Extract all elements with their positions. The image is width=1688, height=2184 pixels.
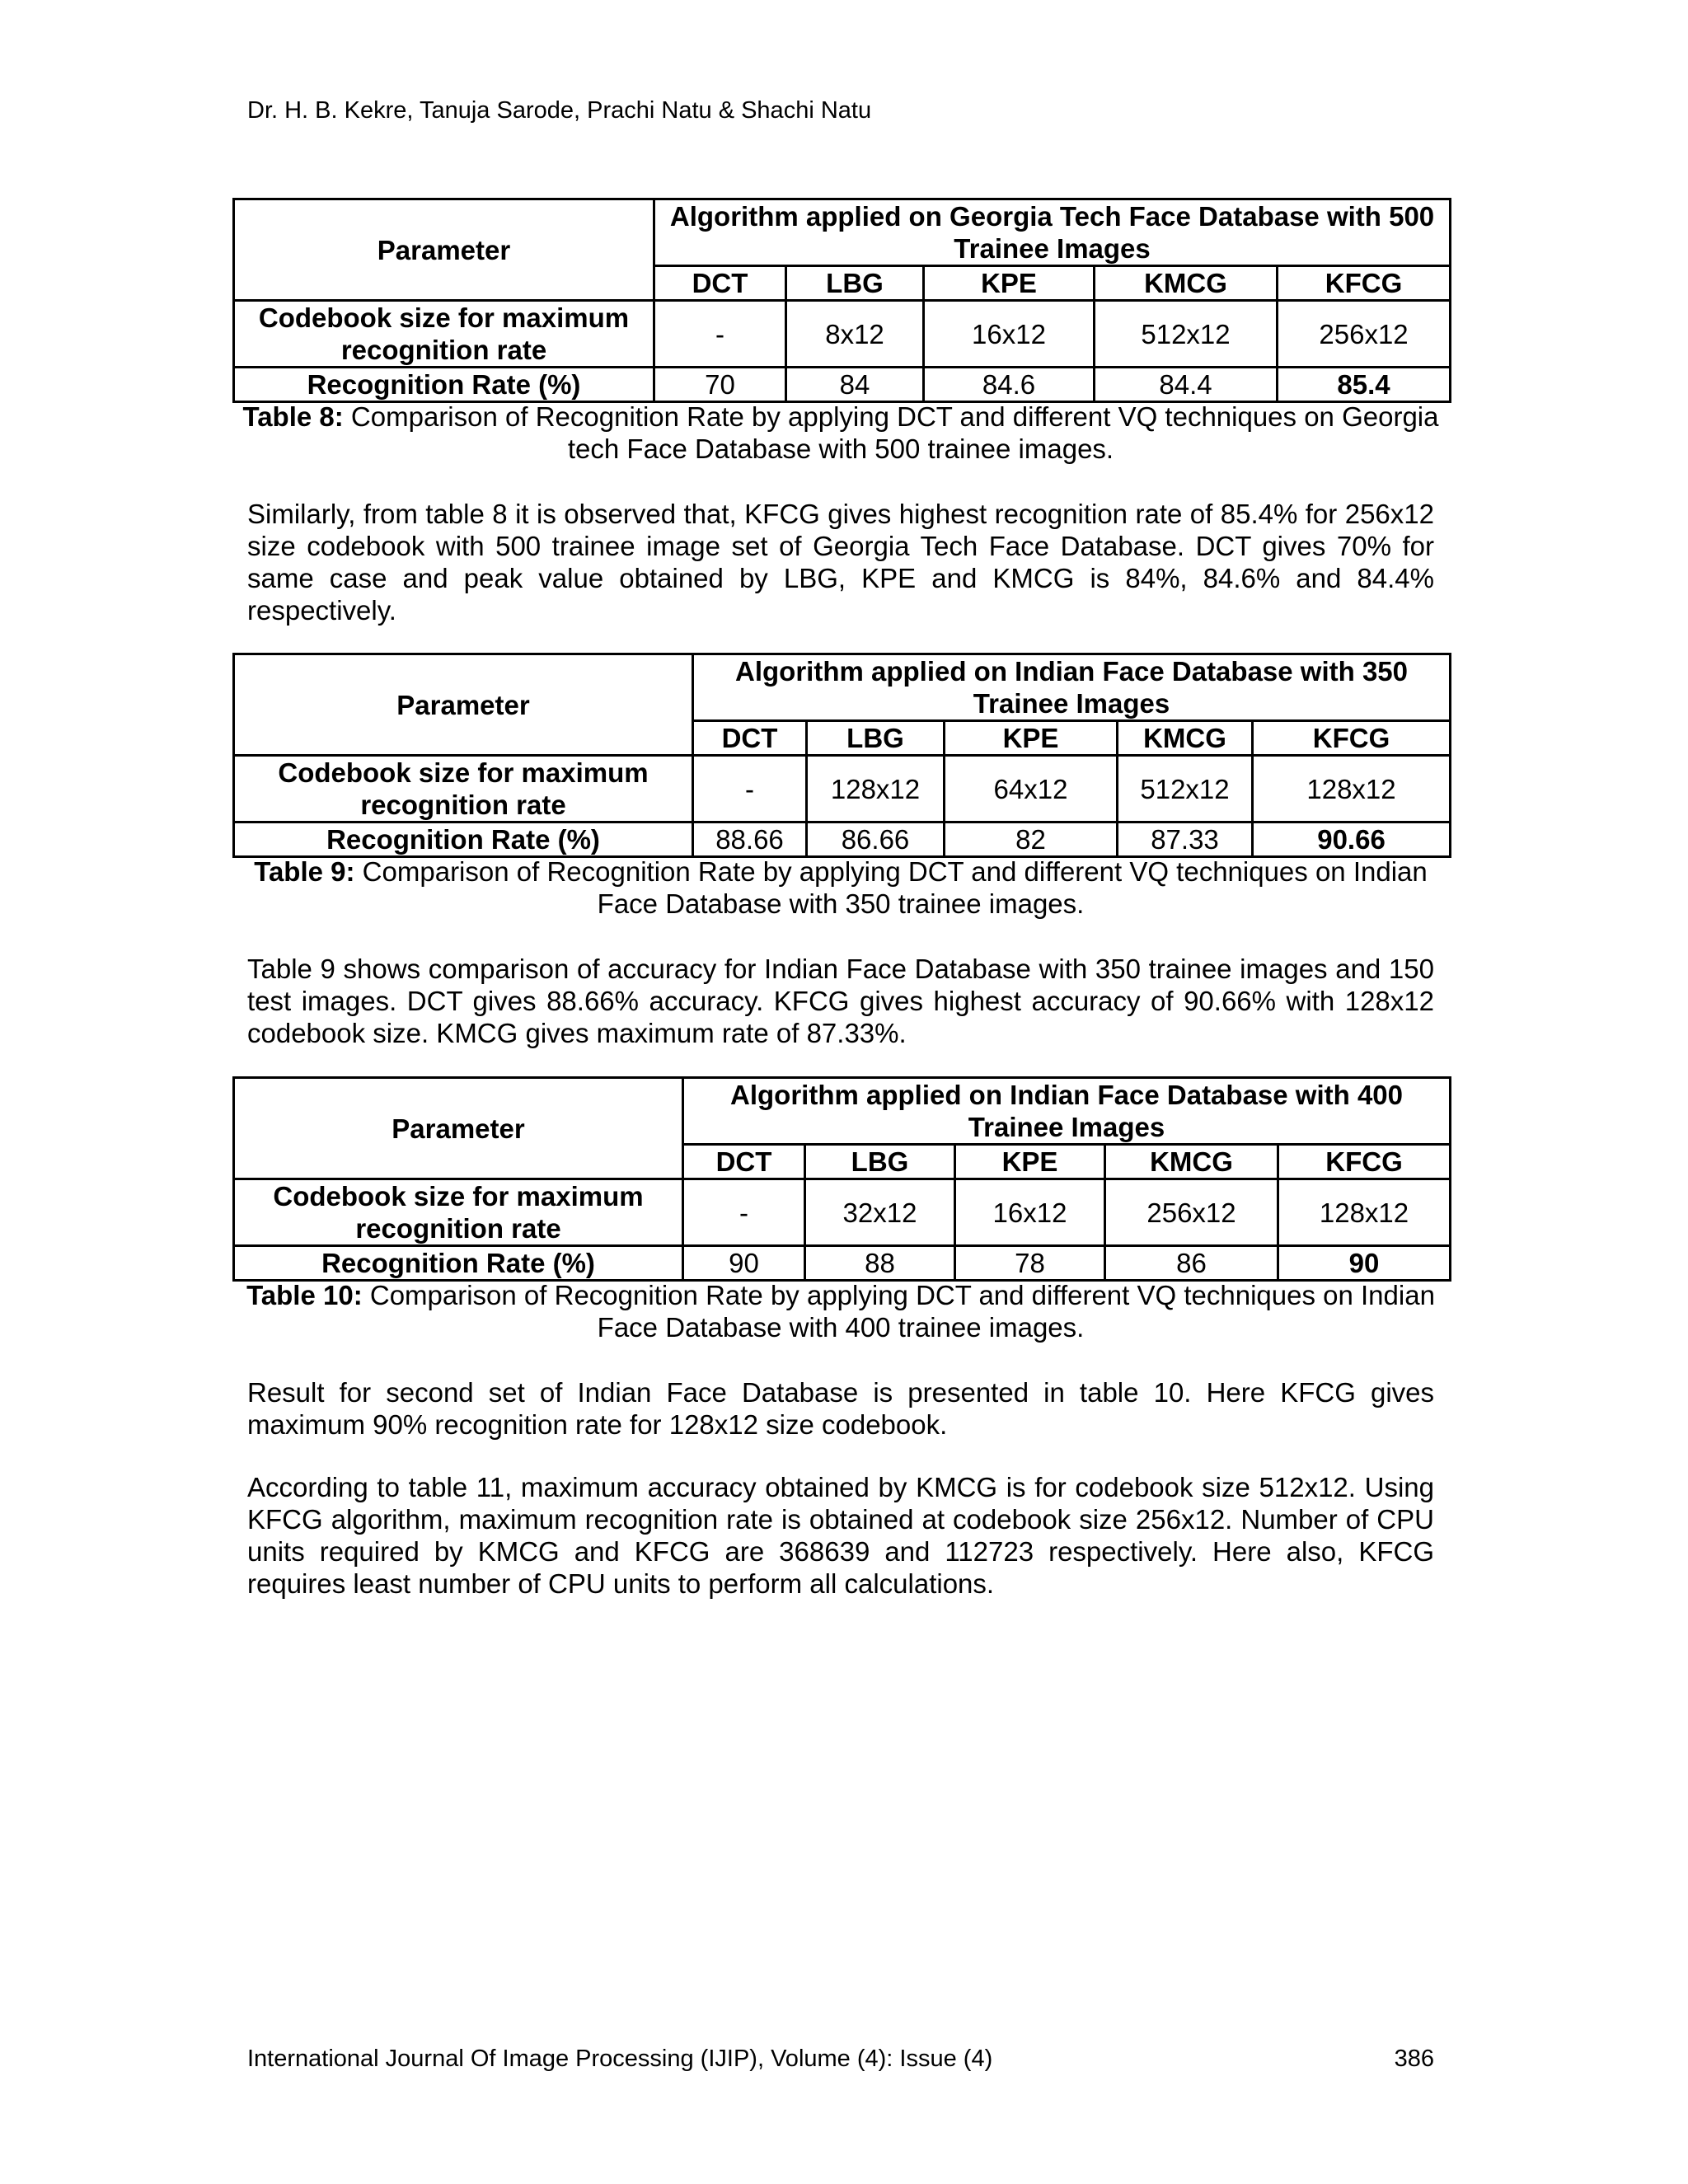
table-cell: 88 <box>805 1246 955 1281</box>
table-8-col-kmcg: KMCG <box>1095 266 1278 301</box>
table-cell: 64x12 <box>945 756 1118 823</box>
table-row <box>234 368 1451 402</box>
caption-label: Table 9: <box>254 856 355 887</box>
caption-label: Table 8: <box>242 401 344 432</box>
table-8 <box>232 198 1451 403</box>
table-10 <box>232 1076 1451 1282</box>
table-cell: 128x12 <box>1253 756 1451 823</box>
footer-journal: International Journal Of Image Processing (IJIP), Volume (4): Issue (4) <box>247 2046 993 2072</box>
caption-label: Table 10: <box>246 1280 363 1310</box>
table-cell: 86 <box>1105 1246 1278 1281</box>
table-9-row-codebook-label: Codebook size for maximum recognition rate <box>234 756 693 823</box>
table-cell: 32x12 <box>805 1179 955 1246</box>
table-9-col-dct: DCT <box>693 721 807 756</box>
table-cell: 84 <box>786 368 924 402</box>
table-cell: 84.4 <box>1095 368 1278 402</box>
table-row <box>234 301 1451 368</box>
page-header-authors: Dr. H. B. Kekre, Tanuja Sarode, Prachi Natu & Shachi Natu <box>247 97 872 124</box>
table-row <box>234 1246 1451 1281</box>
table-cell: 128x12 <box>807 756 945 823</box>
paragraph: Result for second set of Indian Face Database is presented in table 10. Here KFCG gives maximum 90% recognition rate for 128x12 size codebook. <box>247 1377 1434 1440</box>
table-8-col-dct: DCT <box>654 266 786 301</box>
table-cell: - <box>693 756 807 823</box>
page-footer <box>247 2046 1434 2073</box>
table-8-row-codebook-label: Codebook size for maximum recognition rate <box>234 301 654 368</box>
table-cell: 86.66 <box>807 823 945 857</box>
table-cell: 16x12 <box>924 301 1095 368</box>
table-cell: - <box>683 1179 805 1246</box>
table-10-row-rate-label: Recognition Rate (%) <box>234 1246 683 1281</box>
table-8-group-header: Algorithm applied on Georgia Tech Face Database with 500 Trainee Images <box>654 199 1451 266</box>
table-8-param-header: Parameter <box>234 199 654 301</box>
table-9-col-kpe: KPE <box>945 721 1118 756</box>
table-10-group-header: Algorithm applied on Indian Face Database with 400 Trainee Images <box>683 1078 1451 1145</box>
table-9-param-header: Parameter <box>234 654 693 756</box>
table-cell: 78 <box>955 1246 1105 1281</box>
table-10-col-kmcg: KMCG <box>1105 1145 1278 1179</box>
table-cell: 256x12 <box>1278 301 1451 368</box>
table-10-col-kpe: KPE <box>955 1145 1105 1179</box>
table-10-col-lbg: LBG <box>805 1145 955 1179</box>
paragraph: Similarly, from table 8 it is observed that, KFCG gives highest recognition rate of 85.4% for 256x12 size codebook with 500 trainee image set of Georgia Tech Face Database. DCT gives 70% for same case and peak value obtained by LBG, KPE and KMCG is 84%, 84.6% and 84.4% respectively. <box>247 499 1434 626</box>
table-cell: - <box>654 301 786 368</box>
table-10-caption <box>232 1279 1449 1343</box>
table-9-row-rate-label: Recognition Rate (%) <box>234 823 693 857</box>
table-cell: 256x12 <box>1105 1179 1278 1246</box>
table-9-col-kfcg: KFCG <box>1253 721 1451 756</box>
table-10-col-kfcg: KFCG <box>1278 1145 1451 1179</box>
table-row <box>234 823 1451 857</box>
caption-text: Comparison of Recognition Rate by applying DCT and different VQ techniques on Georgia tech Face Database with 500 trainee images. <box>343 401 1439 464</box>
table-8-col-lbg: LBG <box>786 266 924 301</box>
table-cell-best: 85.4 <box>1278 368 1451 402</box>
table-9-caption <box>232 855 1449 920</box>
caption-text: Comparison of Recognition Rate by applying DCT and different VQ techniques on Indian Face Database with 400 trainee images. <box>362 1280 1435 1343</box>
table-cell: 70 <box>654 368 786 402</box>
table-9-group-header: Algorithm applied on Indian Face Database with 350 Trainee Images <box>693 654 1451 721</box>
table-10-col-dct: DCT <box>683 1145 805 1179</box>
table-cell: 512x12 <box>1118 756 1253 823</box>
paragraph: Table 9 shows comparison of accuracy for Indian Face Database with 350 trainee images and 150 test images. DCT gives 88.66% accuracy. KFCG gives highest accuracy of 90.66% with 128x12 codebook size. KMCG gives maximum rate of 87.33%. <box>247 954 1434 1048</box>
paragraph: According to table 11, maximum accuracy obtained by KMCG is for codebook size 512x12. Using KFCG algorithm, maximum recognition rate is obtained at codebook size 256x12. Number of CPU units required by KMCG and KFCG are 368639 and 112723 respectively. Here also, KFCG requires least number of CPU units to perform all calculations. <box>247 1472 1434 1599</box>
table-cell: 87.33 <box>1118 823 1253 857</box>
table-cell-best: 90.66 <box>1253 823 1451 857</box>
page-number: 386 <box>1394 2046 1434 2072</box>
table-9 <box>232 653 1451 858</box>
table-cell: 128x12 <box>1278 1179 1451 1246</box>
table-8-col-kpe: KPE <box>924 266 1095 301</box>
table-10-param-header: Parameter <box>234 1078 683 1179</box>
table-10-row-codebook-label: Codebook size for maximum recognition rate <box>234 1179 683 1246</box>
table-cell: 90 <box>683 1246 805 1281</box>
table-cell-best: 90 <box>1278 1246 1451 1281</box>
table-cell: 82 <box>945 823 1118 857</box>
table-9-col-lbg: LBG <box>807 721 945 756</box>
table-8-row-rate-label: Recognition Rate (%) <box>234 368 654 402</box>
table-9-col-kmcg: KMCG <box>1118 721 1253 756</box>
table-cell: 84.6 <box>924 368 1095 402</box>
table-cell: 8x12 <box>786 301 924 368</box>
table-8-caption <box>232 401 1449 465</box>
table-row <box>234 756 1451 823</box>
table-row <box>234 1179 1451 1246</box>
table-cell: 512x12 <box>1095 301 1278 368</box>
table-8-col-kfcg: KFCG <box>1278 266 1451 301</box>
table-cell: 88.66 <box>693 823 807 857</box>
caption-text: Comparison of Recognition Rate by applying DCT and different VQ techniques on Indian Face Database with 350 trainee images. <box>354 856 1428 919</box>
table-cell: 16x12 <box>955 1179 1105 1246</box>
